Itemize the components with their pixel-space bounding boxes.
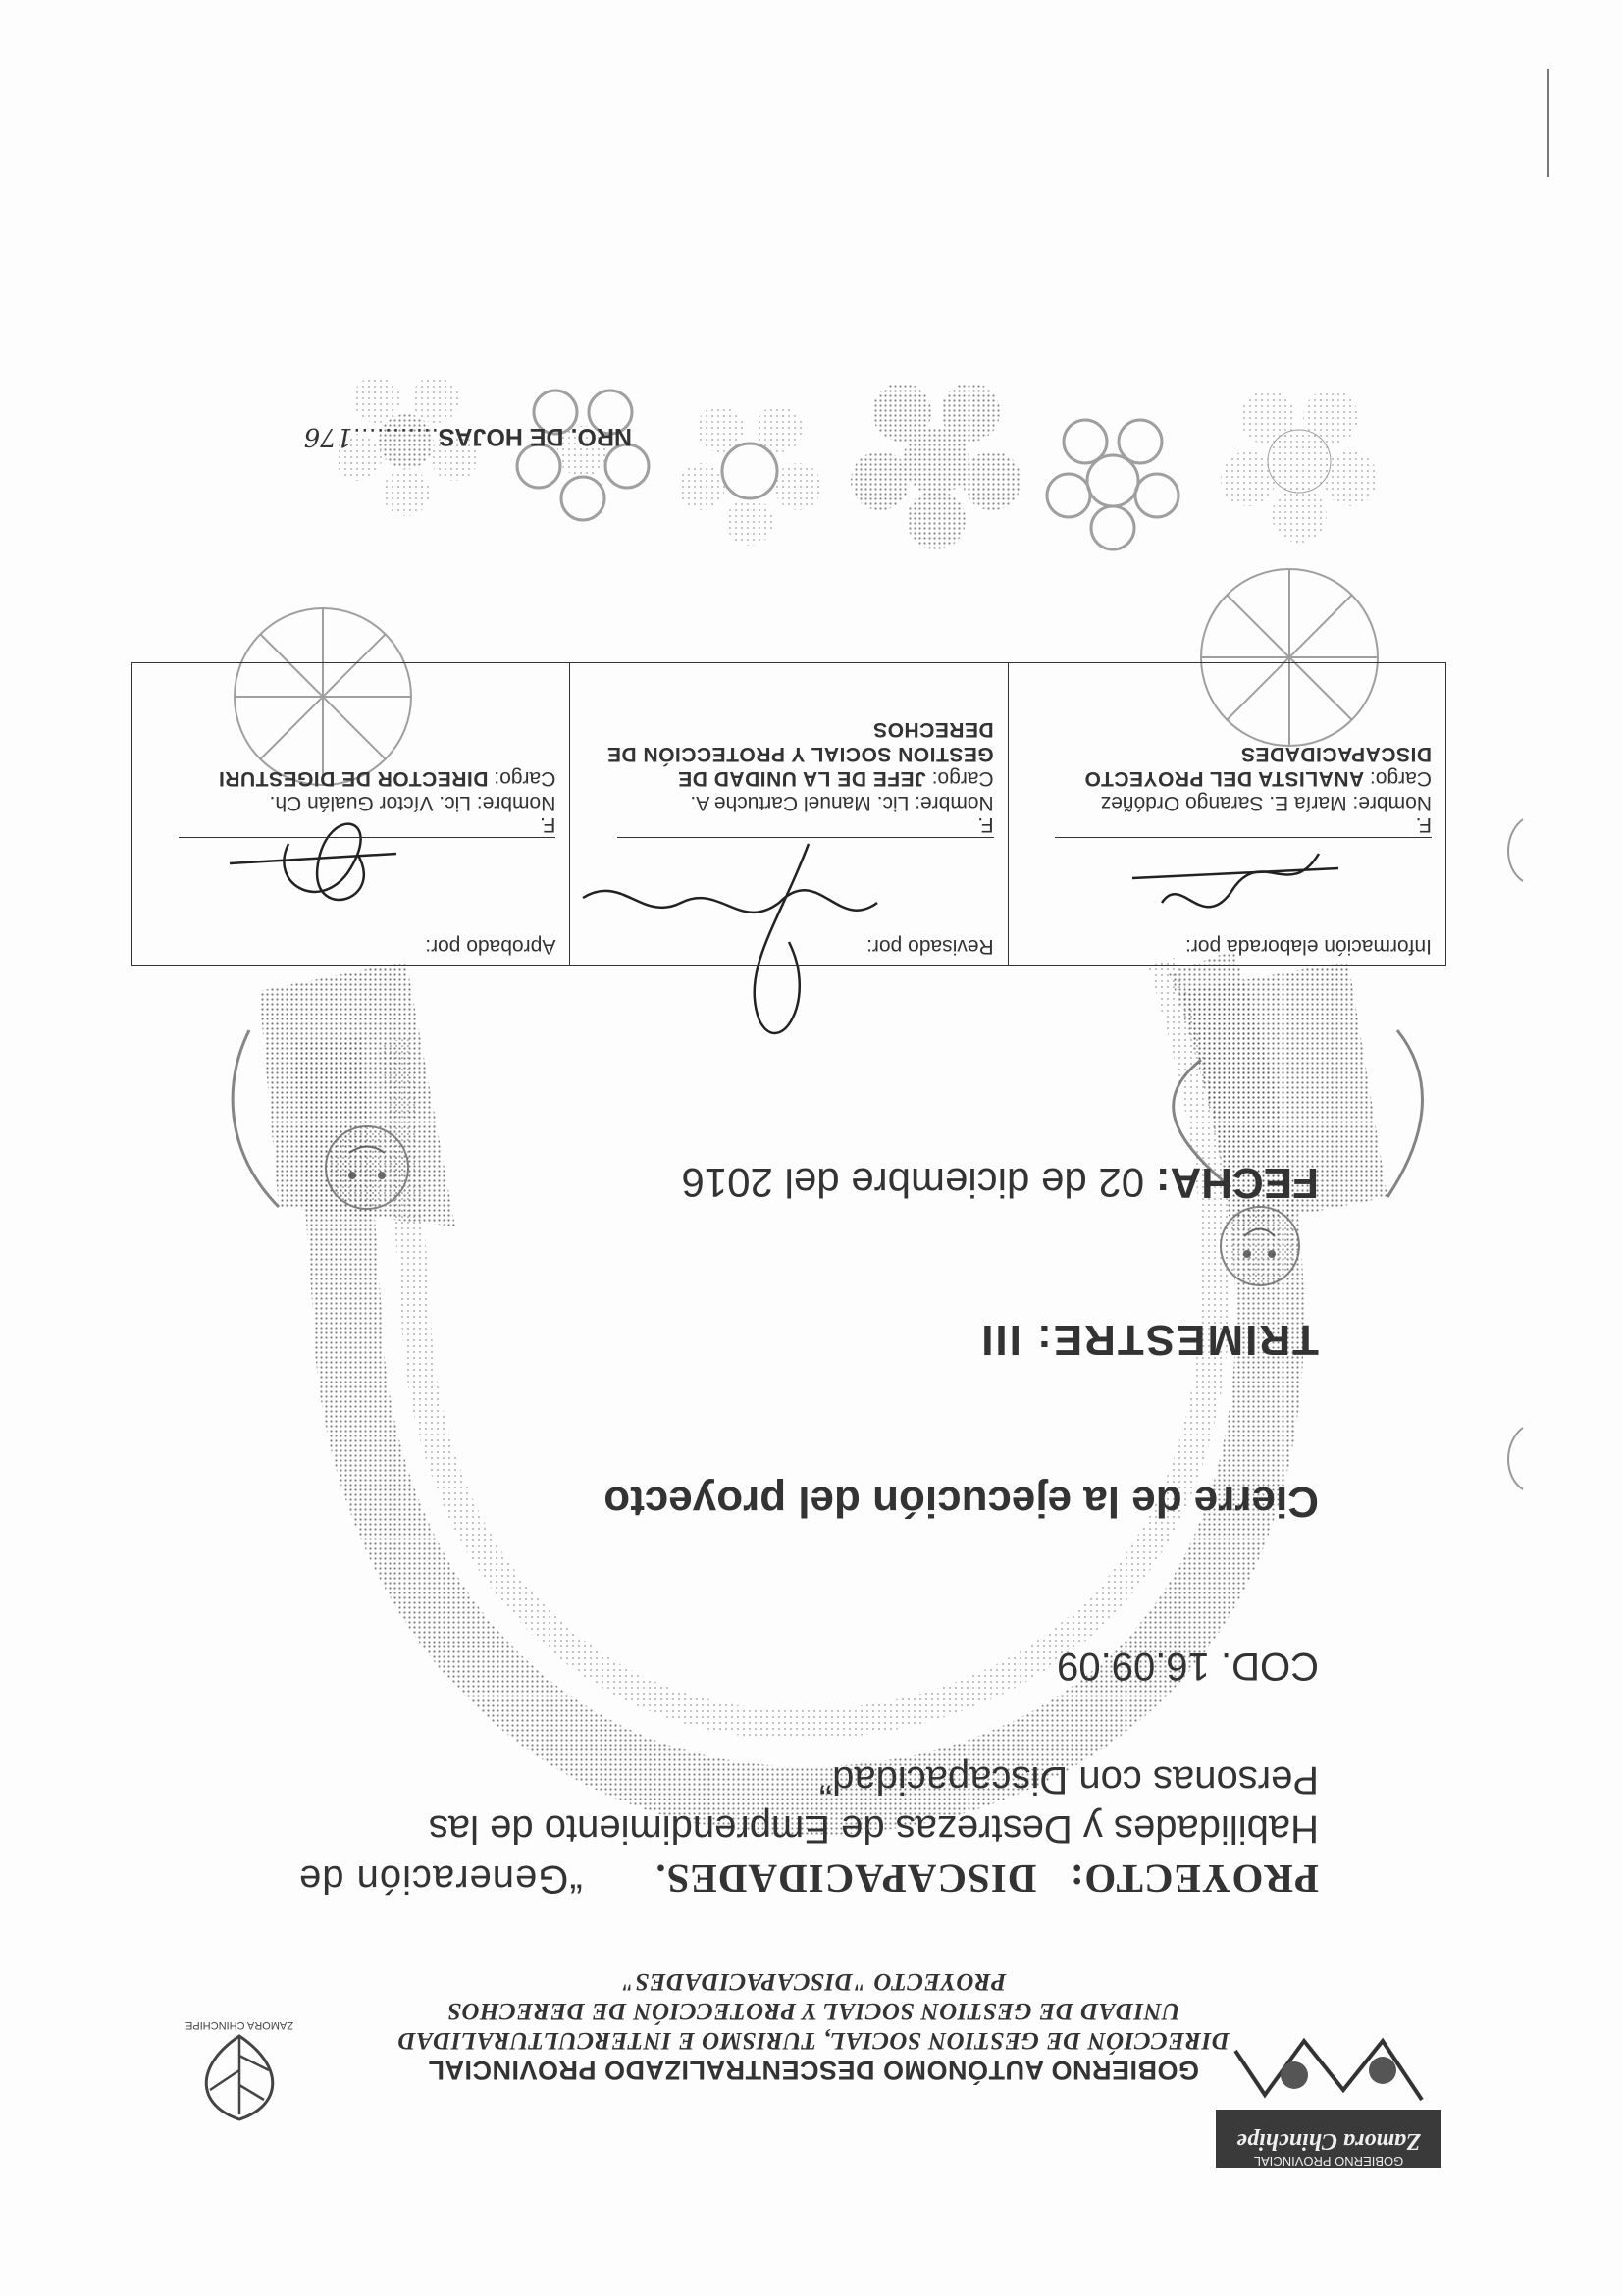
project-description-line-1: “Generación de [298,1857,583,1901]
signer-role-value: DIRECTOR DE DIGESTURI [218,767,489,790]
signature-f-label: F. [1415,813,1432,836]
binder-hole-icon [1508,819,1523,881]
signature-f-label: F. [977,813,994,836]
logo-caption: ZAMORA CHINCHIPE [185,2019,294,2031]
header-line-3: UNIDAD DE GESTION SOCIAL Y PROTECCIÓN DE DERECHOS [446,1998,1180,2024]
page-count-value: 176 [303,422,353,451]
signer-role-value: ANALISTA DEL PROYECTO DISCAPACIDADES [1084,743,1432,790]
project-code: COD. 16.09.09 [1057,1644,1319,1688]
date-value: 02 de diciembre del 2016 [681,1160,1145,1206]
logo-top-text: GOBIERNO PROVINCIAL [1253,2154,1404,2168]
signer-name: Nombre: María E. Sarango Ordóñez [1100,792,1432,814]
logo-name-text: Zamora Chinchipe [1236,2128,1421,2154]
signature-heading: Revisado por: [866,935,994,958]
signature-heading: Aprobado por: [425,935,556,958]
header-line-1: GOBIERNO AUTÓNOMO DESCENTRALIZADO PROVINCIAL [428,2056,1200,2085]
signature-heading: Información elaborada por: [1185,935,1432,958]
page-count-label: NRO. DE HOJAS [438,423,632,450]
project-name: DISCAPACIDADES. [654,1856,1037,1902]
signer-role-label: Cargo: [1369,767,1432,790]
signer-name: Nombre: Lic. Víctor Gualán Ch. [269,792,556,814]
binder-hole-icon [1508,1428,1523,1489]
header-line-4: PROYECTO "DISCAPACIDADES" [620,1968,1007,1995]
quarter-label: TRIMESTRE: III [979,1316,1319,1364]
date-label: FECHA: [1155,1159,1319,1207]
page-count-dots: ........... [352,423,439,450]
signer-name: Nombre: Lic. Manuel Cartuche A. [690,792,994,814]
project-description-line-2: Habilidades y Destrezas de Emprendimiento de las [428,1807,1319,1851]
header-line-2: DIRECCIÓN DE GESTION SOCIAL, TURISMO E INTERCULTURALIDAD [397,2027,1230,2054]
project-description-line-3: Personas con Discapacidad” [818,1758,1319,1801]
signature-f-label: F. [540,813,556,836]
project-label: PROYECTO: [1069,1856,1319,1902]
closing-title: Cierre de la ejecución del proyecto [603,1478,1319,1526]
signer-role-value: JEFE DE LA UNIDAD DE GESTION SOCIAL Y PROTECCIÓN DE DERECHOS [606,718,994,790]
signer-role-label: Cargo: [931,767,994,790]
signer-role-label: Cargo: [494,767,556,790]
